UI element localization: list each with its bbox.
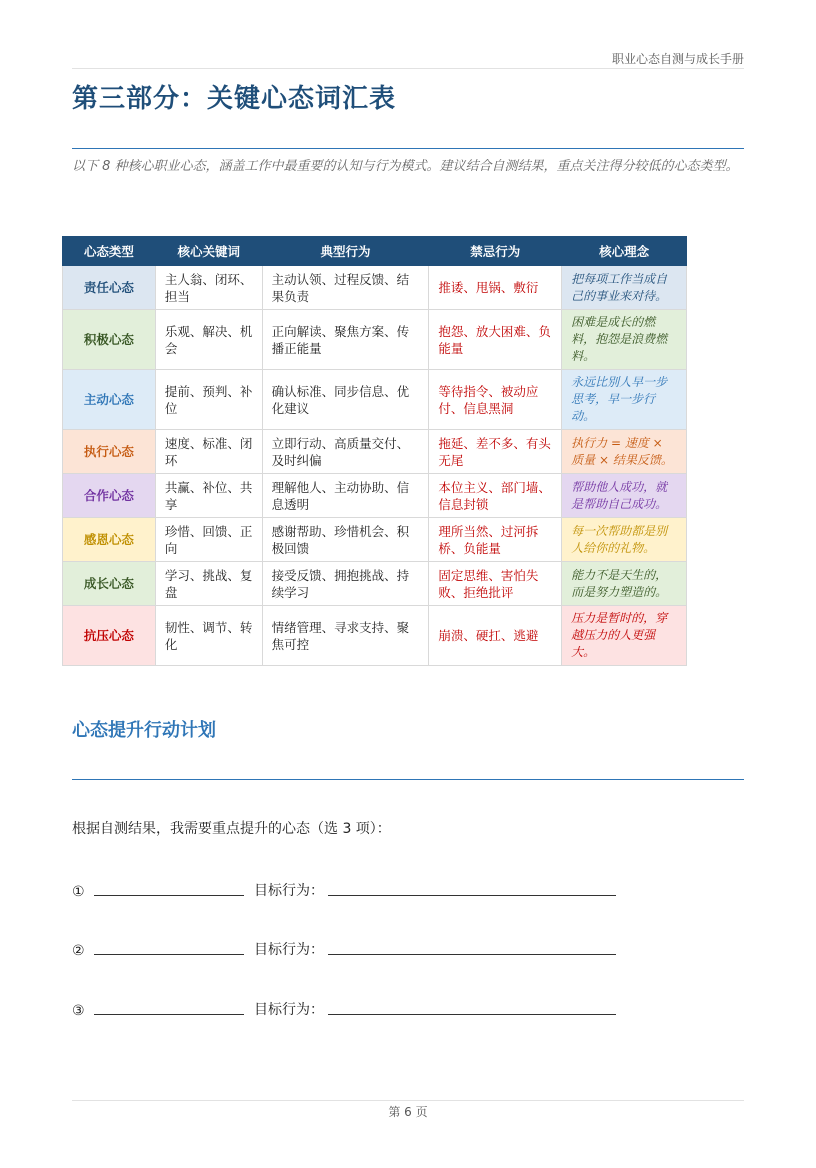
- cell-forbidden: 拖延、差不多、有头无尾: [429, 430, 562, 474]
- cell-type: 责任心态: [63, 266, 156, 310]
- cell-motto: 困难是成长的燃料，抱怨是浪费燃料。: [562, 310, 687, 370]
- cell-behavior: 感谢帮助、珍惜机会、积极回馈: [262, 518, 429, 562]
- cell-keywords: 学习、挑战、复盘: [155, 562, 262, 606]
- cell-type: 感恩心态: [63, 518, 156, 562]
- target-label: 目标行为：: [254, 942, 324, 958]
- cell-behavior: 理解他人、主动协助、信息透明: [262, 474, 429, 518]
- table-row: [63, 562, 687, 606]
- header-cell-keywords: 核心关键词: [155, 237, 262, 266]
- header-cell-behavior: 典型行为: [262, 237, 429, 266]
- mindset-blank[interactable]: [94, 1013, 244, 1015]
- cell-behavior: 正向解读、聚焦方案、传播正能量: [262, 310, 429, 370]
- cell-forbidden: 崩溃、硬扛、逃避: [429, 606, 562, 666]
- target-blank[interactable]: [328, 1013, 616, 1015]
- mindset-blank[interactable]: [94, 953, 244, 955]
- plan-number: ②: [72, 943, 85, 959]
- cell-type: 合作心态: [63, 474, 156, 518]
- footer-divider: [72, 1100, 744, 1101]
- cell-behavior: 接受反馈、拥抱挑战、持续学习: [262, 562, 429, 606]
- title-divider: [72, 148, 744, 149]
- running-header: 职业心态自测与成长手册: [611, 52, 744, 66]
- table-row: [63, 370, 687, 430]
- cell-type: 成长心态: [63, 562, 156, 606]
- table-row: [63, 266, 687, 310]
- page-number: 第 6 页: [388, 1105, 428, 1119]
- cell-motto: 把每项工作当成自己的事业来对待。: [562, 266, 687, 310]
- cell-behavior: 情绪管理、寻求支持、聚焦可控: [262, 606, 429, 666]
- header-cell-motto: 核心理念: [562, 237, 687, 266]
- cell-forbidden: 固定思维、害怕失败、拒绝批评: [429, 562, 562, 606]
- cell-motto: 帮助他人成功，就是帮助自己成功。: [562, 474, 687, 518]
- cell-type: 执行心态: [63, 430, 156, 474]
- cell-motto: 压力是暂时的，穿越压力的人更强大。: [562, 606, 687, 666]
- header-divider: [72, 68, 744, 69]
- table-header-row: [63, 237, 687, 266]
- table-row: [63, 430, 687, 474]
- plan-number: ③: [72, 1003, 85, 1019]
- plan-line: [72, 937, 616, 959]
- header-cell-type: 心态类型: [63, 237, 156, 266]
- table-body: [63, 266, 687, 666]
- cell-keywords: 乐观、解决、机会: [155, 310, 262, 370]
- cell-motto: 每一次帮助都是别人给你的礼物。: [562, 518, 687, 562]
- header-cell-forbidden: 禁忌行为: [429, 237, 562, 266]
- target-blank[interactable]: [328, 894, 616, 896]
- cell-forbidden: 抱怨、放大困难、负能量: [429, 310, 562, 370]
- mindset-blank[interactable]: [94, 894, 244, 896]
- cell-type: 积极心态: [63, 310, 156, 370]
- cell-motto: 永远比别人早一步思考，早一步行动。: [562, 370, 687, 430]
- cell-forbidden: 本位主义、部门墙、信息封锁: [429, 474, 562, 518]
- cell-keywords: 珍惜、回馈、正向: [155, 518, 262, 562]
- cell-motto: 能力不是天生的，而是努力塑造的。: [562, 562, 687, 606]
- plan-line: [72, 997, 616, 1019]
- cell-motto: 执行力 = 速度 × 质量 × 结果反馈。: [562, 430, 687, 474]
- table-row: [63, 310, 687, 370]
- cell-type: 主动心态: [63, 370, 156, 430]
- mindset-table: [62, 236, 687, 666]
- cell-type: 抗压心态: [63, 606, 156, 666]
- plan-prompt: 根据自测结果，我需要重点提升的心态（选 3 项）：: [72, 821, 391, 837]
- cell-keywords: 主人翁、闭环、担当: [155, 266, 262, 310]
- target-label: 目标行为：: [254, 883, 324, 899]
- plan-line: [72, 878, 616, 900]
- target-blank[interactable]: [328, 953, 616, 955]
- section-title: 心态提升行动计划: [72, 720, 216, 741]
- table-row: [63, 518, 687, 562]
- target-label: 目标行为：: [254, 1002, 324, 1018]
- cell-behavior: 主动认领、过程反馈、结果负责: [262, 266, 429, 310]
- cell-behavior: 确认标准、同步信息、优化建议: [262, 370, 429, 430]
- section-divider: [72, 779, 744, 780]
- table-row: [63, 474, 687, 518]
- plan-number: ①: [72, 884, 85, 900]
- cell-keywords: 提前、预判、补位: [155, 370, 262, 430]
- page-title: 第三部分：关键心态词汇表: [72, 84, 397, 114]
- table-row: [63, 606, 687, 666]
- cell-forbidden: 推诿、甩锅、敷衍: [429, 266, 562, 310]
- intro-paragraph: 以下 8 种核心职业心态，涵盖工作中最重要的认知与行为模式。建议结合自测结果，重点关注得分较低的心态类型。: [72, 159, 739, 174]
- cell-keywords: 速度、标准、闭环: [155, 430, 262, 474]
- cell-keywords: 共赢、补位、共享: [155, 474, 262, 518]
- cell-forbidden: 理所当然、过河拆桥、负能量: [429, 518, 562, 562]
- cell-forbidden: 等待指令、被动应付、信息黑洞: [429, 370, 562, 430]
- cell-behavior: 立即行动、高质量交付、及时纠偏: [262, 430, 429, 474]
- cell-keywords: 韧性、调节、转化: [155, 606, 262, 666]
